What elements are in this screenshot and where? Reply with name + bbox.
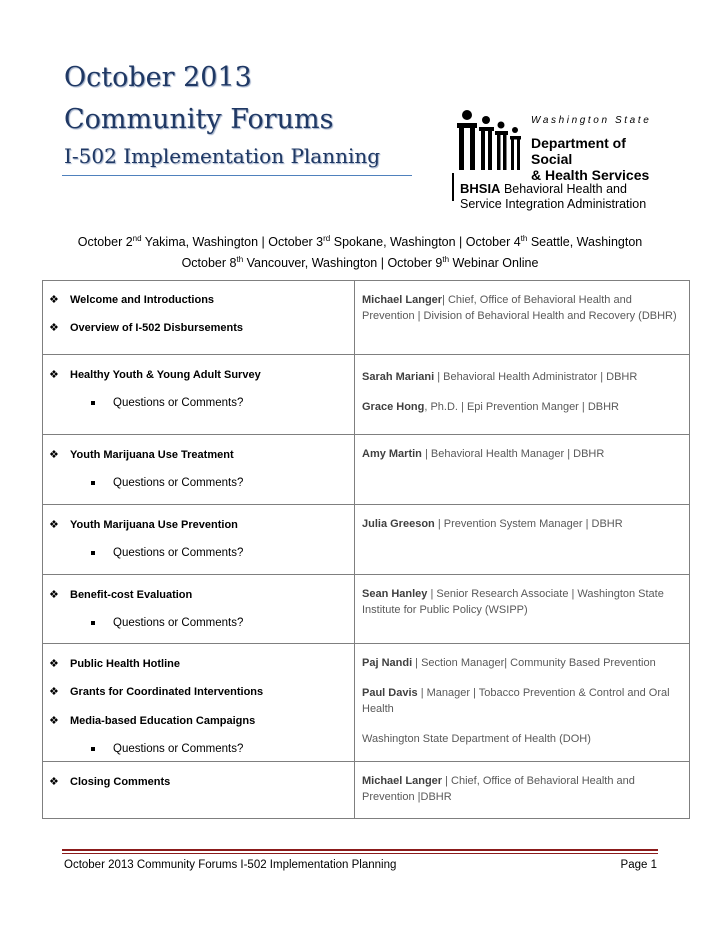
page-subtitle: I-502 Implementation Planning [64,144,381,168]
agenda-item-label: Overview of I-502 Disbursements [70,322,244,334]
agenda-subitem [43,616,354,630]
footer-divider-thin [62,853,658,854]
agenda-item-label: Healthy Youth & Young Adult Survey [70,369,261,381]
agenda-item [43,588,354,602]
speaker-name: Michael Langer [362,294,443,306]
agenda-topics-cell [43,575,355,644]
agenda-item-label: Youth Marijuana Use Prevention [70,519,238,531]
agenda-item [43,775,354,789]
dshs-logo [452,105,667,213]
agenda-item [43,518,354,532]
page-title-line2: Community Forums [64,104,334,135]
square-bullet-icon [91,401,95,405]
speaker-role: | Section Manager| Community Based Prevention [412,657,656,669]
speaker-role: | Chief, Office of Behavioral Health and Prevention |DBHR [362,775,635,803]
date-text: Yakima, Washington | October 3 [141,235,324,250]
diamond-bullet-icon: ❖ [49,776,59,788]
logo-department-text [531,135,667,183]
speaker-name: Julia Greeson [362,518,435,530]
speaker-info [355,685,689,717]
speaker-info [355,586,689,618]
speaker-org: Washington State Department of Health (DOH) [362,733,591,745]
speaker-info [355,446,689,462]
agenda-item-label: Media-based Education Campaigns [70,715,256,727]
date-suffix: th [442,255,450,265]
agenda-item [43,714,354,728]
agenda-item [43,685,354,699]
agenda-item [43,657,354,671]
square-bullet-icon [91,551,95,555]
footer-text: October 2013 Community Forums I-502 Implementation Planning [64,859,397,871]
agenda-topics-cell [43,505,355,575]
bhsia-line1: Behavioral Health and [503,182,627,196]
date-text: October 8 [181,256,237,271]
speaker-cell [355,762,690,819]
agenda-topics-cell [43,355,355,435]
diamond-bullet-icon: ❖ [49,589,59,601]
agenda-item-label: Public Health Hotline [70,658,181,670]
speaker-cell [355,575,690,644]
diamond-bullet-icon: ❖ [49,369,59,381]
bhsia-line2: Service Integration Administration [460,197,647,211]
agenda-subitem [43,396,354,410]
square-bullet-icon [91,621,95,625]
speaker-role: , Ph.D. | Epi Prevention Manger | DBHR [424,401,619,413]
agenda-item-label: Grants for Coordinated Interventions [70,686,264,698]
agenda-item [43,368,354,382]
logo-dept-line1: Department of Social [531,135,626,167]
table-row [43,505,690,575]
speaker-info [355,655,689,671]
title-divider [62,175,412,176]
date-text: Spokane, Washington | October 4 [330,235,521,250]
date-text: October 2 [77,235,133,250]
agenda-item-label: Welcome and Introductions [70,294,215,306]
speaker-name: Amy Martin [362,448,422,460]
agenda-item-label: Closing Comments [70,776,171,788]
speaker-cell [355,355,690,435]
agenda-subitem [43,546,354,560]
bhsia-abbr: BHSIA [460,181,501,196]
speaker-name: Paj Nandi [362,657,413,669]
diamond-bullet-icon: ❖ [49,519,59,531]
square-bullet-icon [91,481,95,485]
page-title: October 2013 [64,62,252,93]
bhsia-logo-text [460,181,646,212]
agenda-topics-cell [43,644,355,762]
speaker-info [355,773,689,805]
logo-state-text: Washington State [531,115,652,126]
speaker-role: | Senior Research Associate | Washington State Institute for Public Policy (WSIPP) [362,588,664,616]
table-row [43,762,690,819]
table-row [43,644,690,762]
diamond-bullet-icon: ❖ [49,322,59,334]
diamond-bullet-icon: ❖ [49,449,59,461]
speaker-info [355,516,689,532]
speaker-role: | Manager | Tobacco Prevention & Control and Oral Health [362,687,670,715]
agenda-item-label: Youth Marijuana Use Treatment [70,449,234,461]
speaker-cell [355,644,690,762]
logo-divider [452,173,454,201]
people-figures-icon [455,109,523,171]
agenda-subitem [43,742,354,756]
agenda-topics-cell [43,762,355,819]
speaker-name: Sarah Mariani [362,371,435,383]
footer-divider [62,849,658,851]
speaker-cell [355,281,690,355]
agenda-subitem-label: Questions or Comments? [113,743,244,755]
speaker-name: Sean Hanley [362,588,428,600]
speaker-role: | Prevention System Manager | DBHR [434,518,623,530]
date-text: Vancouver, Washington | October 9 [243,256,443,271]
agenda-subitem [43,476,354,490]
agenda-topics-cell [43,281,355,355]
diamond-bullet-icon: ❖ [49,686,59,698]
agenda-item-label: Benefit-cost Evaluation [70,589,193,601]
agenda-subitem-label: Questions or Comments? [113,617,244,629]
speaker-info [355,399,689,415]
table-row [43,281,690,355]
agenda-item [43,321,354,335]
speaker-cell [355,505,690,575]
diamond-bullet-icon: ❖ [49,715,59,727]
square-bullet-icon [91,747,95,751]
agenda-topics-cell [43,435,355,505]
speaker-role: | Behavioral Health Administrator | DBHR [434,371,638,383]
date-text: Seattle, Washington [527,235,643,250]
page-number: Page 1 [620,859,657,871]
table-row [43,355,690,435]
agenda-subitem-label: Questions or Comments? [113,477,244,489]
date-suffix: th [236,255,244,265]
speaker-info [355,292,689,324]
dates-line1 [0,230,720,251]
date-text: Webinar Online [449,256,539,271]
date-suffix: th [520,234,528,243]
forum-dates [0,230,720,272]
date-suffix: nd [132,234,142,243]
speaker-name: Grace Hong [362,401,425,413]
speaker-role: | Behavioral Health Manager | DBHR [421,448,605,460]
agenda-subitem-label: Questions or Comments? [113,397,244,409]
diamond-bullet-icon: ❖ [49,294,59,306]
agenda-table [42,280,690,819]
agenda-item [43,448,354,462]
table-row [43,575,690,644]
speaker-cell [355,435,690,505]
agenda-item [43,293,354,307]
table-row [43,435,690,505]
dates-line2 [0,251,720,272]
speaker-name: Michael Langer [362,775,443,787]
speaker-name: Paul Davis [362,687,418,699]
speaker-role: | Chief, Office of Behavioral Health and Prevention | Division of Behavioral Health and Recovery (DBHR) [362,294,677,322]
diamond-bullet-icon: ❖ [49,658,59,670]
logo-dept-line2: & Health Services [531,167,650,183]
speaker-info [355,369,689,385]
date-suffix: rd [323,234,331,243]
agenda-subitem-label: Questions or Comments? [113,547,244,559]
